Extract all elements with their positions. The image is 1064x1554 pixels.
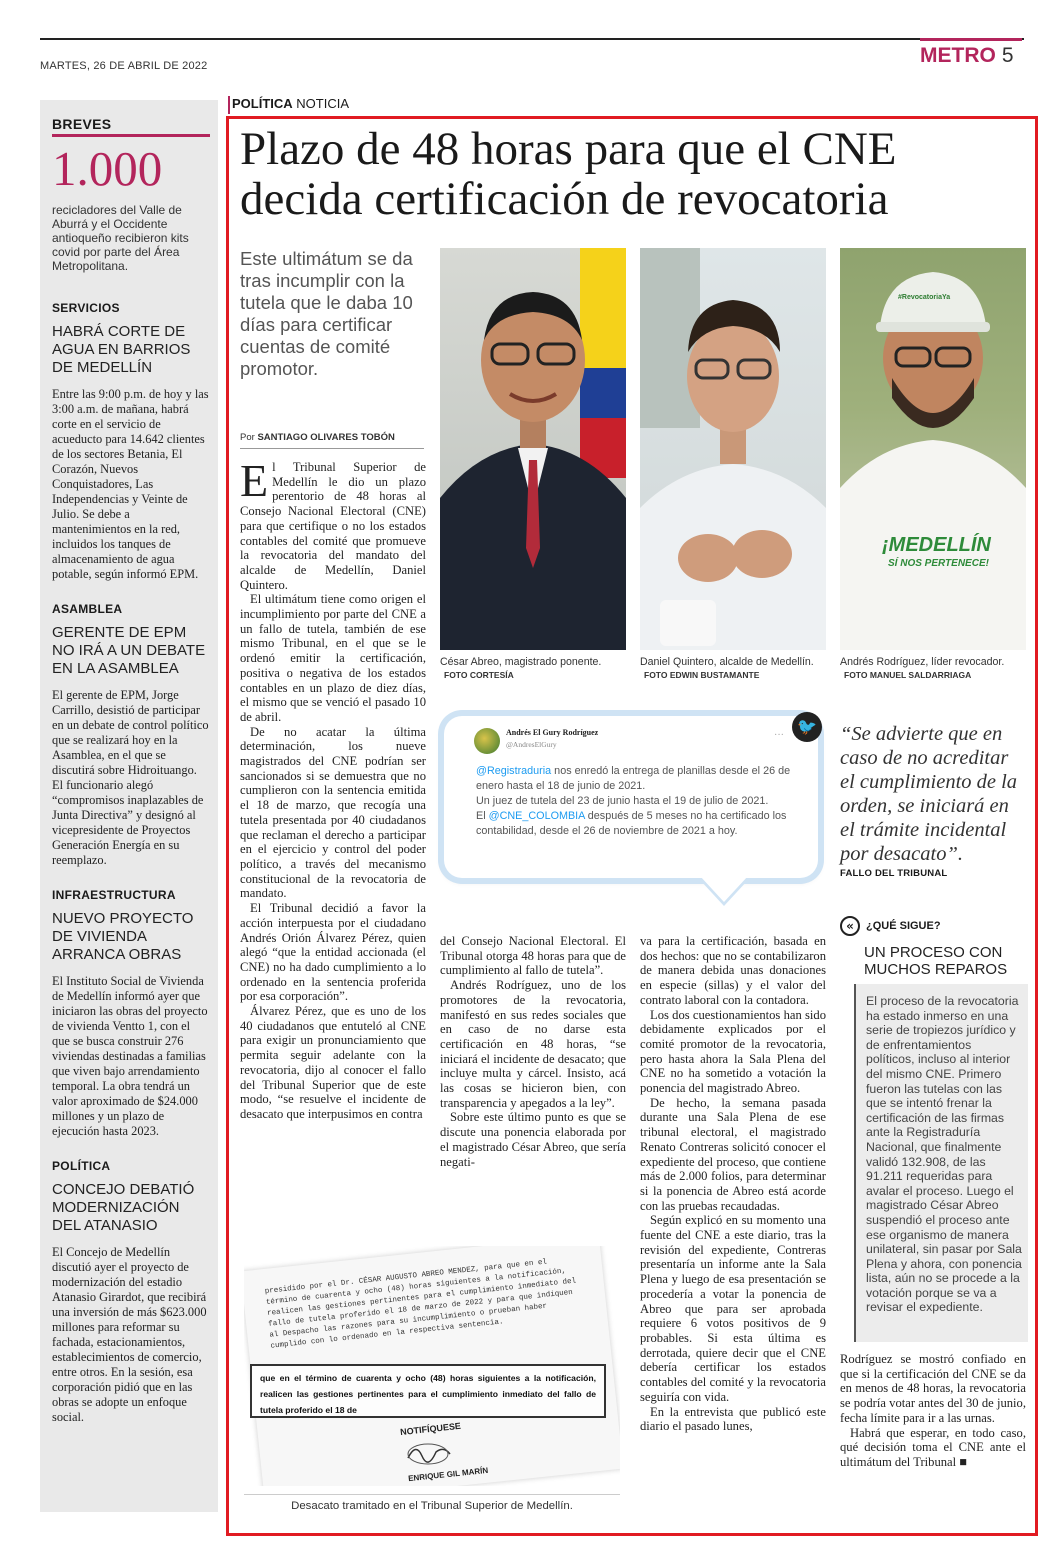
photo-andres-rodriguez bbox=[840, 248, 1026, 650]
paragraph: del Consejo Nacional Electoral. El Tribunal otorga 48 horas para que de cumplimiento al fallo de tutela”. bbox=[440, 934, 626, 978]
caption-text: Andrés Rodríguez, líder revocador. bbox=[840, 656, 1005, 668]
tweet-author-name: Andrés El Gury Rodríguez bbox=[506, 728, 599, 737]
brief-category: ASAMBLEA bbox=[52, 602, 123, 616]
paragraph: Habrá que esperar, en todo caso, qué decisión toma el CNE ante el ultimátum del Tribunal ■ bbox=[840, 1425, 1026, 1469]
paragraph: Según explicó en su momento una fuente del CNE a este diario, tras la revisión del expediente, Contreras presentaría un informe ante la Sala Plena y luego de esa presentación se procedería a votar la ponencia de Abreo que para ser aprobada requiere 6 votos positivos de 9 probables. Si esta última es derrotada, quiere decir que el CNE debería certificar los estados contables del comité y la revocatoria seguiría con vida. bbox=[640, 1213, 826, 1404]
page-number: 5 bbox=[1001, 44, 1014, 67]
breves-label: BREVES bbox=[52, 116, 210, 137]
paragraph: De hecho, la semana pasada durante una Sala Plena de ese tribunal electoral, el magistrado Renato Contreras solicitó conocer el expediente del proceso, que contiene más de 2.000 folios, para determinar si la ponencia de Abreo está acorde con las pruebas recaudadas. bbox=[640, 1095, 826, 1213]
brief-body: El Instituto Social de Vivienda de Medellín informó ayer que iniciaron las obras del proyecto de vivienda Ventto 1, con el que se busca construir 276 viviendas destinadas a familias que viven bajo arrendamiento temporal. La obra tendrá un valor aproximado de $24.000 millones y un plazo de ejecución hasta 2023. bbox=[52, 974, 208, 1138]
paragraph bbox=[240, 455, 426, 592]
cap-text: #RevocatoriaYa bbox=[898, 294, 951, 301]
paragraph: En la entrevista que publicó este diario el pasado lunes, bbox=[640, 1404, 826, 1434]
brief-category: INFRAESTRUCTURA bbox=[52, 888, 176, 902]
drop-cap: E bbox=[240, 455, 269, 506]
que-sigue-box bbox=[854, 984, 1028, 1342]
section-bar bbox=[920, 38, 1022, 41]
double-chevron-left-icon: « bbox=[840, 916, 860, 936]
breves-sidebar bbox=[40, 100, 218, 1512]
document-signer: ENRIQUE GIL MARÍN bbox=[407, 1465, 489, 1484]
signature-mark bbox=[404, 1440, 454, 1466]
brief-category: POLÍTICA bbox=[52, 1159, 111, 1173]
paragraph: El Tribunal decidió a favor la acción interpuesta por el ciudadano Andrés Orión Álvarez Pérez, quien alegó “que la entidad accionada (el CNE) no ha dado cumplimiento a lo ordenado en la sentencia proferida por esa corporación”. bbox=[240, 901, 426, 1004]
tweet-text-part: nos enredó la entrega de planillas desde el 26 de enero hasta el 18 de junio de 2021. bbox=[476, 765, 791, 792]
section-header bbox=[920, 44, 1014, 68]
paragraph-text: l Tribunal Superior de Medellín le dio un plazo perentorio de 48 horas al Consejo Nacional Electoral (CNE) para que certifique o no los estados contables del comité que promueve la revocatoria del mandato del alcalde de Medellín, Daniel Quintero. bbox=[240, 460, 426, 592]
credit-prefix: FOTO bbox=[644, 670, 668, 680]
shirt-text-2: SÍ NOS PERTENECE! bbox=[888, 558, 989, 569]
credit-prefix: FOTO bbox=[844, 670, 868, 680]
section-name: METRO bbox=[920, 44, 996, 67]
shirt-text-1: ¡MEDELLÍN bbox=[882, 534, 991, 556]
brief-headline: GERENTE DE EPM NO IRÁ A UN DEBATE EN LA ASAMBLEA bbox=[52, 624, 206, 677]
tweet-pointer bbox=[700, 876, 748, 902]
brief-body: El Concejo de Medellín discutió ayer el proyecto de modernización del estadio Atanasio Girardot, que recibirá una inversión de más $623.000 millones para reformar su fachada, estacionamientos, establecimientos de comercio, entre otros. En la sesión, esa corporación pidió que en las obras se adopte un enfoque social. bbox=[52, 1245, 207, 1424]
twitter-bird-icon: 🐦 bbox=[792, 712, 822, 742]
tweet-text-part: El bbox=[476, 810, 489, 822]
photo-daniel-quintero bbox=[640, 248, 826, 650]
caption-text: Daniel Quintero, alcalde de Medellín. bbox=[640, 656, 814, 668]
paragraph: Álvarez Pérez, que es uno de los 40 ciudadanos que entuteló al CNE para exigir un pronunciamiento que permita seguir adelante con la revocatoria, dijo al conocer el fallo del Tribunal Superior que de este modo, “se resuelve el incidente de desacato que interpusimos en contra bbox=[240, 1004, 426, 1121]
brief-category: SERVICIOS bbox=[52, 301, 120, 315]
paragraph: Sobre este último punto es que se discute una ponencia elaborada por el magistrado César Abreo, que sería negati- bbox=[440, 1110, 626, 1169]
brief-infraestructura bbox=[52, 888, 210, 1139]
byline-rule bbox=[240, 448, 424, 449]
article-column-1 bbox=[240, 455, 426, 1122]
top-rule bbox=[40, 38, 1024, 40]
document-caption: Desacato tramitado en el Tribunal Superior de Medellín. bbox=[291, 1500, 573, 1512]
credit-prefix: FOTO bbox=[444, 670, 468, 680]
credit-name: MANUEL SALDARRIAGA bbox=[869, 670, 972, 680]
paragraph: De no acatar la última determinación, los nueve magistrados del CNE podrían ser sancionados si se demuestra que no cumplieron con la sentencia emitida el 18 de marzo, que recogía una tutela presentada por 40 ciudadanos que reclaman el derecho a participar en el ejercicio y control del poder político, a través del mecanismo constitucional de la revocatoria de mandato. bbox=[240, 724, 426, 901]
que-sigue-title: UN PROCESO CON MUCHOS REPAROS bbox=[864, 944, 1008, 978]
paragraph: El ultimátum tiene como origen el incumplimiento por parte del CNE a un fallo de tutela, también de ese mismo Tribunal, en el que se le ordenó emitir la certificación, positiva o negativa de los estados contables en un plazo de diez días, el mismo que se venció el pasado 10 de abril. bbox=[240, 592, 426, 724]
tweet-mention: @CNE_COLOMBIA bbox=[488, 810, 585, 822]
breves-big-number: 1.000 bbox=[52, 141, 163, 196]
portrait-illustration bbox=[640, 248, 826, 650]
paragraph: Rodríguez se mostró confiado en que si la certificación del CNE se da en menos de 48 horas, la revocatoria se podría votar antes del 30 de junio, fecha límite para ir a las urnas. bbox=[840, 1352, 1026, 1425]
brief-servicios bbox=[52, 301, 210, 582]
tweet-text-part: Un juez de tutela del 23 de junio hasta el 19 de julio de 2021. bbox=[476, 795, 769, 807]
pull-quote-source: FALLO DEL TRIBUNAL bbox=[840, 868, 948, 879]
document-paper: presidido por el Dr. CÉSAR AUGUSTO ABREO MENDEZ, para que en el término de cuarenta y ocho (48) horas siguientes a la notificación, realicen las gestiones pertinentes para el cumplimiento inmediato del fallo de tutela proferido el 18 de marzo de 2022 y para que indiquen al Despacho las razones para su incumplimiento o prueban haber cumplido con lo ordenado en la respectiva sentencia. bbox=[244, 1246, 620, 1486]
photo-credit bbox=[844, 670, 971, 680]
tweet-text bbox=[476, 764, 796, 839]
document-highlight: que en el término de cuarenta y ocho (48) horas siguientes a la notificación, realicen las gestiones pertinentes para el cumplimiento inmediato del fallo de tutela proferido el 18 de bbox=[250, 1364, 606, 1418]
brief-headline: NUEVO PROYECTO DE VIVIENDA ARRANCA OBRAS bbox=[52, 910, 194, 963]
photo-caption-2 bbox=[640, 656, 826, 682]
photo-credit bbox=[644, 670, 759, 680]
breves-number-text: recicladores del Valle de Aburrá y el Occidente antioqueño recibieron kits covid por parte del Área Metropolitana. bbox=[52, 203, 189, 273]
article-headline: Plazo de 48 horas para que el CNE decida certificación de revocatoria bbox=[240, 123, 897, 225]
article-kicker bbox=[232, 96, 349, 111]
byline-prefix: Por bbox=[240, 432, 258, 443]
brief-body: Entre las 9:00 p.m. de hoy y las 3:00 a.m. de mañana, habrá corte en el servicio de acueducto para 14.642 clientes de los sectores Betania, El Corazón, Nuevos Conquistadores, Las Independencias y Veinte de Julio. Se debe a mantenimientos en la red, incluidos los tanques de almacenamiento de agua potable, según informó EPM. bbox=[52, 387, 209, 581]
brief-headline: HABRÁ CORTE DE AGUA EN BARRIOS DE MEDELLÍN bbox=[52, 323, 191, 376]
paragraph: va para la certificación, basada en dos hechos: que no se contabilizaron de manera debida unas donaciones en especie (sillas) y el valor del contrato laboral con la contadora. bbox=[640, 934, 826, 1007]
brief-asamblea bbox=[52, 602, 210, 868]
brief-headline: CONCEJO DEBATIÓ MODERNIZACIÓN DEL ATANASIO bbox=[52, 1181, 195, 1234]
portrait-illustration bbox=[840, 248, 1026, 650]
tweet-mention: @Registraduria bbox=[476, 765, 552, 777]
que-sigue-body: El proceso de la revocatoria ha estado inmerso en una serie de tropiezos jurídico y de enfrentamientos políticos, incluso al interior del mismo CNE. Primero fueron las tutelas con las que se intentó frenar la certificación de las firmas ante la Registraduría Nacional, que finalmente validó 132.908, de las 91.211 requeridas para avalar el proceso. Luego el magistrado César Abreo suspendió el proceso ante ese organismo de manera unilateral, sin pasar por Sala Plena y ahora, con ponencia lista, aún no se procede a la votación porque se va a revisar el expediente. bbox=[866, 994, 1022, 1315]
photo-caption-3 bbox=[840, 656, 1026, 682]
portrait-illustration bbox=[440, 248, 626, 650]
document-notify: NOTIFÍQUESE bbox=[399, 1420, 462, 1438]
kicker-type: NOTICIA bbox=[292, 96, 350, 111]
issue-date: MARTES, 26 DE ABRIL DE 2022 bbox=[40, 60, 208, 72]
paragraph: Los dos cuestionamientos han sido debidamente explicados por el comité promotor de la revocatoria, pero hasta ahora la Sala Plena del CNE no ha sometido a votación la ponencia del magistrado Abreo. bbox=[640, 1007, 826, 1096]
brief-politica bbox=[52, 1159, 210, 1425]
article-column-4 bbox=[840, 1352, 1026, 1470]
brief-body: El gerente de EPM, Jorge Carrillo, desistió de participar en un debate de control político que se realizará hoy en la Asamblea, en el que se discutirá sobre Hidroituango. El funcionario alegó “compromisos inaplazables de Junta Directiva” y designó al vicepresidente de Proyectos Generación Energía en su reemplazo. bbox=[52, 688, 209, 867]
byline-author: SANTIAGO OLIVARES TOBÓN bbox=[257, 432, 395, 443]
article-column-2 bbox=[440, 934, 626, 1169]
tweet-text-part: después de 5 meses no ha certificado los contabilidad, desde el 26 de noviembre de 2021 a hoy. bbox=[476, 810, 787, 837]
kicker-rule bbox=[228, 96, 230, 114]
caption-text: César Abreo, magistrado ponente. bbox=[440, 656, 602, 668]
credit-name: EDWIN BUSTAMANTE bbox=[669, 670, 760, 680]
paragraph: Andrés Rodríguez, uno de los promotores de la revocatoria, manifestó en sus redes sociales que en caso de no darse esta certificación en 48 horas, “se iniciará el incidente de desacato; que incluye multa y cárcel. Insisto, acá las cosas se hicieron bien, con transparencia y apegados a la ley”. bbox=[440, 978, 626, 1110]
pull-quote: “Se advierte que en caso de no acreditar el cumplimiento de la orden, se iniciará en el trámite incidental por desacato”. bbox=[840, 723, 1018, 865]
avatar bbox=[474, 728, 500, 754]
more-icon: ··· bbox=[774, 730, 784, 741]
caption-rule bbox=[244, 1494, 620, 1495]
photo-credit bbox=[444, 670, 514, 680]
photo-cesar-abreo bbox=[440, 248, 626, 650]
que-sigue-label: ¿QUÉ SIGUE? bbox=[866, 920, 941, 932]
tweet-author-handle: @AndresElGury bbox=[506, 740, 557, 749]
kicker-section: POLÍTICA bbox=[232, 96, 293, 111]
article-column-3 bbox=[640, 934, 826, 1434]
photo-caption-1 bbox=[440, 656, 626, 682]
article-byline bbox=[240, 432, 395, 443]
article-deck: Este ultimátum se da tras incumplir con la tutela que le daba 10 días para certificar cuentas de comité promotor. bbox=[240, 248, 413, 379]
credit-name: CORTESÍA bbox=[469, 670, 514, 680]
